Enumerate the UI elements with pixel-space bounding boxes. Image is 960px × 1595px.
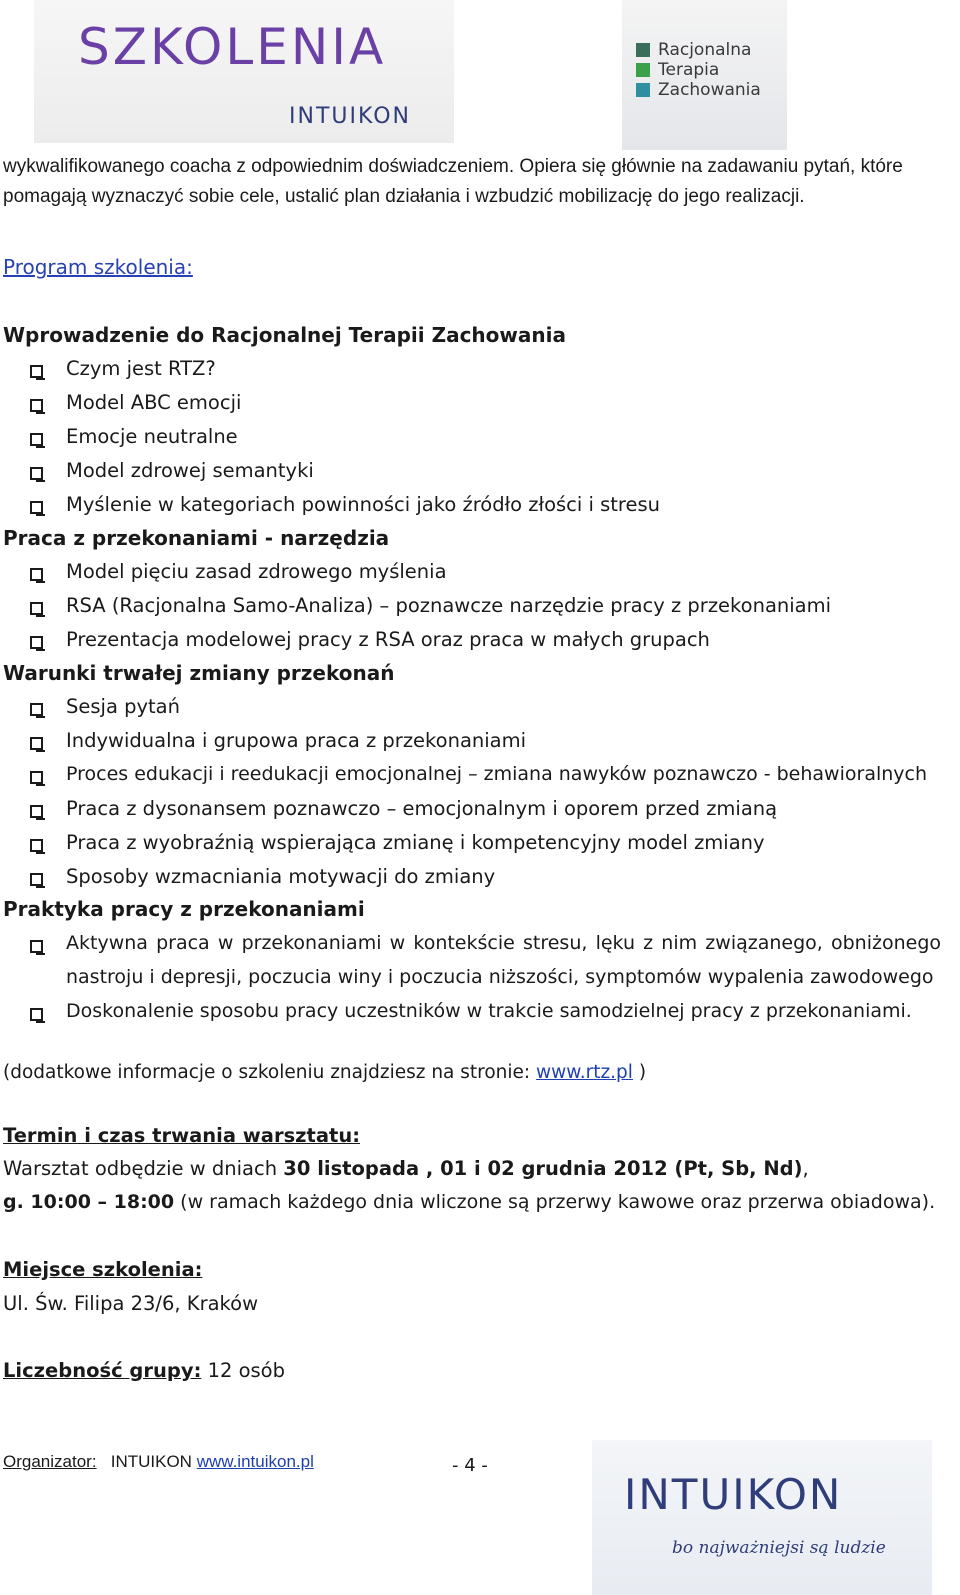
section-heading: Praca z przekonaniami - narzędzia (3, 526, 390, 550)
list-item: Prezentacja modelowej pracy z RSA oraz praca w małych grupach (66, 628, 710, 651)
checkbox-bullet-icon (30, 399, 43, 412)
list-item: RSA (Racjonalna Samo-Analiza) – poznawcze narzędzie pracy z przekonaniami (66, 594, 832, 617)
liczebnosc (3, 1359, 285, 1382)
checkbox-bullet-icon (30, 839, 43, 852)
list-item: Praca z wyobraźnią wspierająca zmianę i kompetencyjny model zmiany (66, 831, 765, 854)
rtz-logo-line: Racjonalna (658, 40, 752, 60)
miejsce-value: Ul. Św. Filipa 23/6, Kraków (3, 1292, 259, 1315)
logo-square-icon (636, 63, 650, 77)
checkbox-bullet-icon (30, 805, 43, 818)
checkbox-bullet-icon (30, 703, 43, 716)
termin-hours-bold: g. 10:00 – 18:00 (3, 1191, 175, 1213)
logo-square-icon (636, 83, 650, 97)
liczebnosc-label: Liczebność grupy: (3, 1359, 202, 1382)
more-info-suffix: ) (632, 1062, 647, 1083)
termin-hours-rest: (w ramach każdego dnia wliczone są przerwy kawowe oraz przerwa obiadowa). (174, 1191, 936, 1213)
termin-prefix: Warsztat odbędzie w dniach (3, 1157, 284, 1180)
checkbox-bullet-icon (30, 873, 43, 886)
list-item: Sesja pytań (66, 695, 180, 718)
rtz-logo-line: Zachowania (658, 80, 761, 100)
list-item: Model ABC emocji (66, 391, 242, 414)
intro-line: pomagają wyznaczyć sobie cele, ustalić plan działania i wzbudzić mobilizację do jego realizacji. (3, 186, 805, 207)
termin-dates-bold: 30 listopada , 01 i 02 grudnia 2012 (Pt, Sb, Nd) (283, 1157, 803, 1180)
checkbox-bullet-icon (30, 568, 43, 581)
list-item: Aktywna praca w przekonaniami w kontekście stresu, lęku z nim związanego, obniżonego (66, 932, 941, 954)
program-label (3, 255, 193, 279)
page-number: - 4 - (452, 1455, 488, 1476)
checkbox-bullet-icon (30, 771, 43, 784)
section-heading: Warunki trwałej zmiany przekonań (3, 661, 395, 685)
list-item: Emocje neutralne (66, 425, 238, 448)
logo-brand: INTUIKON (289, 104, 411, 129)
logo-square-icon (636, 43, 650, 57)
checkbox-bullet-icon (30, 501, 43, 514)
more-info-prefix: (dodatkowe informacje o szkoleniu znajdziesz na stronie: (3, 1062, 537, 1083)
rtz-logo (622, 0, 787, 150)
section-heading: Wprowadzenie do Racjonalnej Terapii Zachowania (3, 323, 566, 347)
list-item: Model zdrowej semantyki (66, 459, 314, 482)
list-item: Sposoby wzmacniania motywacji do zmiany (66, 865, 496, 888)
miejsce-label: Miejsce szkolenia: (3, 1258, 203, 1281)
checkbox-bullet-icon (30, 365, 43, 378)
list-item: Myślenie w kategoriach powinności jako źródło złości i stresu (66, 493, 661, 516)
termin-dates (3, 1157, 809, 1180)
list-item: Proces edukacji i reedukacji emocjonalnej – zmiana nawyków poznawczo - behawioralnych (66, 763, 928, 785)
section-heading: Praktyka pracy z przekonaniami (3, 897, 365, 921)
liczebnosc-value: 12 osób (201, 1359, 285, 1382)
szkolenia-logo (34, 0, 454, 143)
logo-title: SZKOLENIA (78, 18, 387, 76)
footer-logo-brand: INTUIKON (624, 1470, 843, 1519)
list-item: Praca z dysonansem poznawczo – emocjonalnym i oporem przed zmianą (66, 797, 778, 820)
list-item: Czym jest RTZ? (66, 357, 216, 380)
checkbox-bullet-icon (30, 602, 43, 615)
intro-line: wykwalifikowanego coacha z odpowiednim doświadczeniem. Opiera się głównie na zadawaniu pytań, które (3, 156, 903, 177)
checkbox-bullet-icon (30, 636, 43, 649)
checkbox-bullet-icon (30, 1008, 43, 1021)
checkbox-bullet-icon (30, 467, 43, 480)
organizer-label: Organizator: (3, 1452, 97, 1471)
checkbox-bullet-icon (30, 433, 43, 446)
more-info (3, 1062, 646, 1083)
intuikon-logo (592, 1440, 932, 1595)
list-item-continuation: nastroju i depresji, poczucia winy i poczucia niższości, symptomów wypalenia zawodowego (66, 966, 934, 988)
list-item: Model pięciu zasad zdrowego myślenia (66, 560, 447, 583)
rtz-link[interactable]: www.rtz.pl (536, 1062, 633, 1083)
checkbox-bullet-icon (30, 940, 43, 953)
footer-organizer (3, 1452, 314, 1472)
termin-hours (3, 1191, 935, 1213)
rtz-logo-line: Terapia (658, 60, 720, 80)
organizer-link[interactable]: www.intuikon.pl (196, 1452, 314, 1471)
footer-logo-tagline: bo najważniejsi są ludzie (672, 1538, 886, 1558)
organizer-name: INTUIKON (110, 1452, 192, 1471)
checkbox-bullet-icon (30, 737, 43, 750)
termin-label: Termin i czas trwania warsztatu: (3, 1124, 361, 1147)
termin-suffix: , (802, 1157, 809, 1180)
list-item: Doskonalenie sposobu pracy uczestników w trakcie samodzielnej pracy z przekonaniami. (66, 1000, 912, 1022)
list-item: Indywidualna i grupowa praca z przekonaniami (66, 729, 527, 752)
program-label-text: Program szkolenia: (3, 255, 193, 279)
